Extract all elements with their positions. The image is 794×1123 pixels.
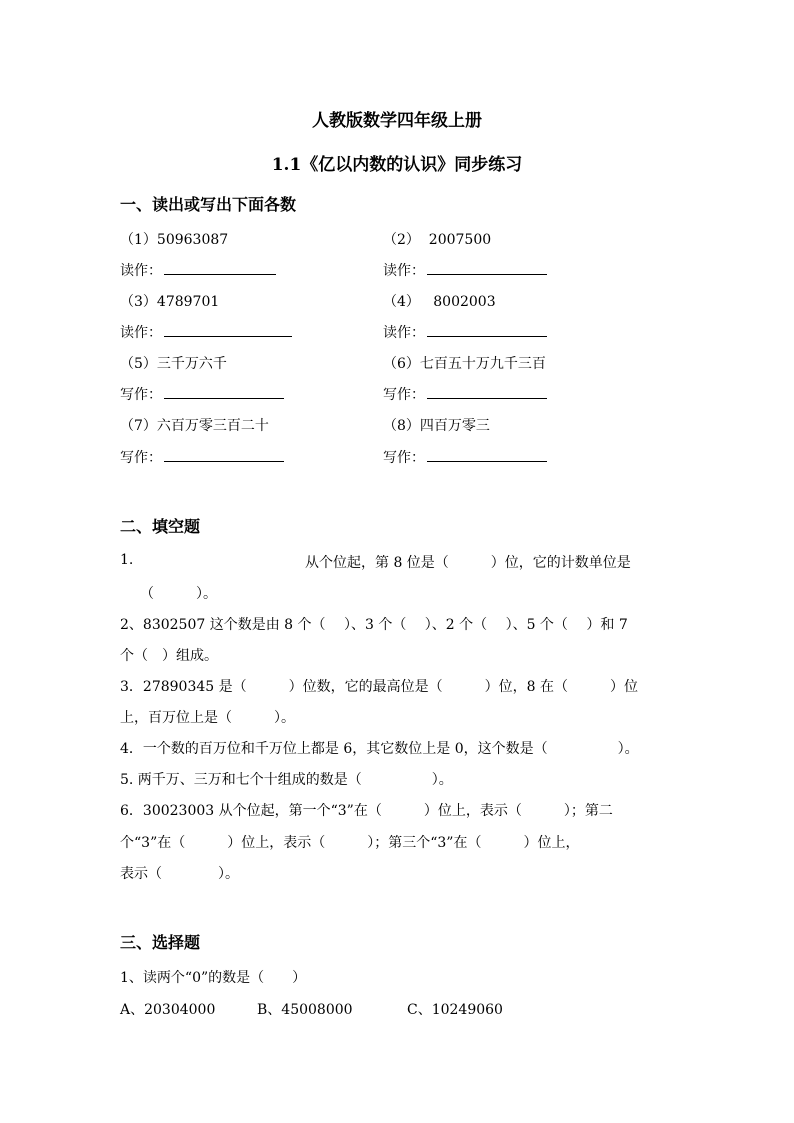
item-1-answer-line[interactable]	[164, 260, 276, 275]
item-2-prompt: 读作：	[383, 263, 425, 279]
fill-q3-line2: 上，百万位上是（ ）。	[120, 710, 295, 726]
fill-q2-line1: 2、8302507 这个数是由 8 个（ ）、3 个（ ）、2 个（ ）、5 个（ ）和 7	[120, 617, 628, 633]
item-5-answer-line[interactable]	[164, 384, 284, 399]
choice-option-c[interactable]: C、10249060	[407, 1002, 503, 1018]
item-3-answer-line[interactable]	[164, 322, 292, 337]
item-7-answer	[120, 447, 284, 467]
document-subtitle: 1.1《亿以内数的认识》同步练习	[271, 155, 523, 175]
document-title: 人教版数学四年级上册	[312, 111, 482, 131]
choice-option-b[interactable]: B、45008000	[257, 1002, 353, 1018]
fill-q6-line1: 6．30023003 从个位起，第一个“3”在（ ）位上，表示（ ）；第二	[120, 803, 613, 819]
item-7-answer-line[interactable]	[164, 447, 284, 462]
fill-q4: 4．一个数的百万位和千万位上都是 6，其它数位上是 0，这个数是（ ）。	[120, 741, 639, 757]
item-8-answer	[383, 447, 547, 467]
item-2-answer-line[interactable]	[427, 260, 547, 275]
item-5-prompt: 写作：	[120, 387, 162, 403]
item-1-prompt: 读作：	[120, 263, 162, 279]
section-1-heading: 一、读出或写出下面各数	[120, 195, 297, 214]
item-5-label: （5）三千万六千	[120, 356, 227, 372]
item-3-label: （3）4789701	[120, 294, 220, 310]
item-4-answer-line[interactable]	[427, 322, 547, 337]
item-7-label: （7）六百万零三百二十	[120, 418, 269, 434]
item-3-answer	[120, 322, 292, 342]
item-8-answer-line[interactable]	[427, 447, 547, 462]
fill-q5: 5. 两千万、三万和七个十组成的数是（ ）。	[120, 772, 453, 788]
item-1-label: （1）50963087	[120, 232, 229, 248]
item-6-prompt: 写作：	[383, 387, 425, 403]
item-3-prompt: 读作：	[120, 325, 162, 341]
item-7-prompt: 写作：	[120, 450, 162, 466]
fill-q6-line3: 表示（ ）。	[120, 866, 239, 882]
item-2-answer	[383, 260, 547, 280]
item-1-answer	[120, 260, 276, 280]
item-2-label: （2） 2007500	[383, 232, 492, 248]
item-6-answer-line[interactable]	[427, 384, 547, 399]
item-6-label: （6）七百五十万九千三百	[383, 356, 546, 372]
fill-q1-continued: （ ）。	[140, 586, 217, 602]
item-8-label: （8）四百万零三	[383, 418, 490, 434]
section-3-heading: 三、选择题	[120, 933, 201, 952]
fill-q6-line2: 个“3”在（ ）位上，表示（ ）；第三个“3”在（ ）位上，	[120, 835, 580, 851]
section-2-heading: 二、填空题	[120, 517, 201, 536]
choice-q1: 1、读两个“0”的数是（ ）	[120, 970, 307, 986]
fill-q3-line1: 3．27890345 是（ ）位数，它的最高位是（ ）位，8 在（ ）位	[120, 679, 638, 695]
item-4-answer	[383, 322, 547, 342]
item-8-prompt: 写作：	[383, 450, 425, 466]
item-5-answer	[120, 384, 284, 404]
fill-q1-number: 1.	[120, 552, 134, 568]
item-4-prompt: 读作：	[383, 325, 425, 341]
item-4-label: （4） 8002003	[383, 294, 496, 310]
fill-q2-line2: 个（ ）组成。	[120, 648, 218, 664]
item-6-answer	[383, 384, 547, 404]
fill-q1-text: 从个位起，第 8 位是（ ）位，它的计数单位是	[305, 555, 631, 571]
choice-option-a[interactable]: A、20304000	[120, 1002, 216, 1018]
